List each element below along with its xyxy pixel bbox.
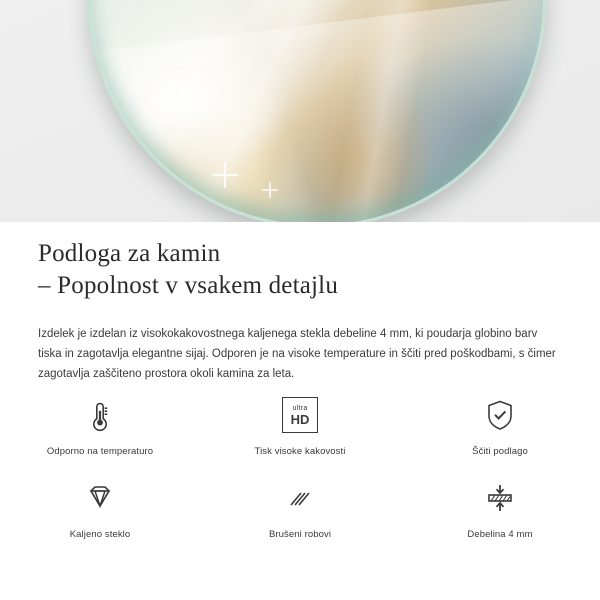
content-block [0, 222, 600, 384]
description-paragraph: Izdelek je izdelan iz visokokakovostnega kaljenega stekla debeline 4 mm, ki poudarja globino barv tiska in zagotavlja elegantne sijaj. Odporen je na visoke temperature in ščiti pred poškodbami, s čimer zagotavlja zaščiteno prostora okoli kamina za leta. [38, 328, 556, 381]
feature-label: Odporno na temperaturo [46, 446, 154, 457]
feature-item-print-quality [200, 392, 400, 457]
feature-label: Kaljeno steklo [69, 529, 131, 540]
feature-label: Brušeni robovi [268, 529, 332, 540]
feature-item-tempered-glass [0, 475, 200, 540]
diamond-icon [77, 475, 123, 521]
ultra-hd-icon [277, 392, 323, 438]
feature-item-temperature [0, 392, 200, 457]
feature-label: Debelina 4 mm [467, 529, 533, 540]
feature-item-polished-edges [200, 475, 400, 540]
feature-label: Tisk visoke kakovosti [254, 446, 346, 457]
page-title [0, 222, 600, 302]
glass-board-product [88, 0, 546, 222]
feature-grid [0, 392, 600, 540]
headline-line-1: Podloga za kamin [38, 240, 221, 267]
feature-item-thickness [400, 475, 600, 540]
marble-artwork [91, 0, 543, 222]
polished-edges-icon [277, 475, 323, 521]
headline-line-2: – Popolnost v vsakem detajlu [38, 272, 339, 299]
thickness-arrows-icon [477, 475, 523, 521]
feature-item-protection [400, 392, 600, 457]
ultra-hd-bottom-text: HD [290, 411, 310, 427]
shield-check-icon [477, 392, 523, 438]
feature-label: Ščiti podlago [472, 446, 528, 457]
ultra-hd-top-text: ultra [292, 404, 308, 412]
hero-image [0, 0, 600, 222]
thermometer-icon [77, 392, 123, 438]
